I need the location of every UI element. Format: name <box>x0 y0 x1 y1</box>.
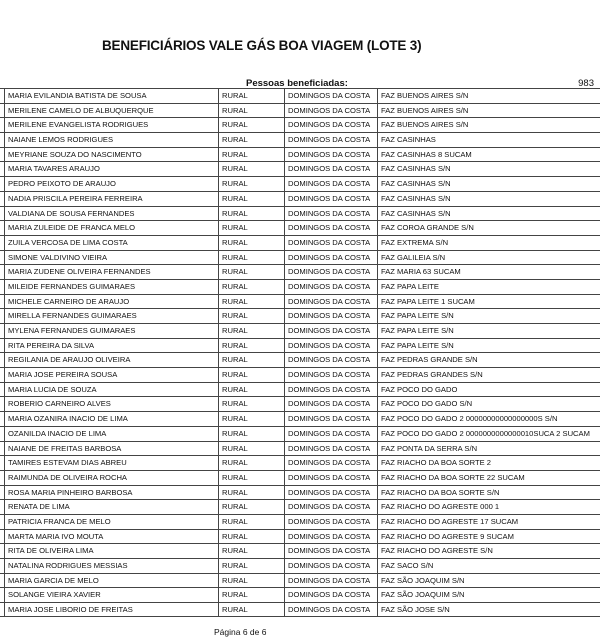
zone-cell: RURAL <box>218 192 284 206</box>
table-row <box>0 411 600 426</box>
zone-cell: RURAL <box>218 427 284 441</box>
zone-cell: RURAL <box>218 162 284 176</box>
address-cell: FAZ SACO S/N <box>377 559 600 573</box>
beneficiary-name: MARIA ZUDENE OLIVEIRA FERNANDES <box>4 265 218 279</box>
table-row <box>0 602 600 617</box>
address-cell: FAZ SÃO JOAQUIM S/N <box>377 574 600 588</box>
table-row <box>0 264 600 279</box>
locality-cell: DOMINGOS DA COSTA <box>284 515 377 529</box>
beneficiary-name: MARIA EVILANDIA BATISTA DE SOUSA <box>4 89 218 103</box>
beneficiary-name: MARIA LUCIA DE SOUZA <box>4 383 218 397</box>
table-row <box>0 367 600 382</box>
address-cell: FAZ COROA GRANDE S/N <box>377 221 600 235</box>
address-cell: FAZ SÃO JOSE S/N <box>377 603 600 616</box>
zone-cell: RURAL <box>218 442 284 456</box>
zone-cell: RURAL <box>218 456 284 470</box>
beneficiary-name: NADIA PRISCILA PEREIRA FERREIRA <box>4 192 218 206</box>
beneficiary-name: SOLANGE VIEIRA XAVIER <box>4 588 218 602</box>
zone-cell: RURAL <box>218 177 284 191</box>
beneficiary-name: MEYRIANE SOUZA DO NASCIMENTO <box>4 148 218 162</box>
beneficiary-name: OZANILDA INACIO DE LIMA <box>4 427 218 441</box>
table-row <box>0 352 600 367</box>
locality-cell: DOMINGOS DA COSTA <box>284 280 377 294</box>
address-cell: FAZ PAPA LEITE S/N <box>377 309 600 323</box>
address-cell: FAZ PAPA LEITE S/N <box>377 339 600 353</box>
zone-cell: RURAL <box>218 471 284 485</box>
locality-cell: DOMINGOS DA COSTA <box>284 588 377 602</box>
beneficiary-name: NATALINA RODRIGUES MESSIAS <box>4 559 218 573</box>
table-row <box>0 176 600 191</box>
locality-cell: DOMINGOS DA COSTA <box>284 162 377 176</box>
beneficiary-name: MARIA OZANIRA INACIO DE LIMA <box>4 412 218 426</box>
table-row <box>0 573 600 588</box>
zone-cell: RURAL <box>218 104 284 118</box>
address-cell: FAZ RIACHO DO AGRESTE 000 1 <box>377 500 600 514</box>
table-row <box>0 455 600 470</box>
zone-cell: RURAL <box>218 207 284 221</box>
locality-cell: DOMINGOS DA COSTA <box>284 295 377 309</box>
zone-cell: RURAL <box>218 397 284 411</box>
zone-cell: RURAL <box>218 280 284 294</box>
address-cell: FAZ POCO DO GADO 2 0000000000000010SUCA 2 SUCAM <box>377 427 600 441</box>
locality-cell: DOMINGOS DA COSTA <box>284 456 377 470</box>
address-cell: FAZ BUENOS AIRES S/N <box>377 104 600 118</box>
beneficiary-name: RAIMUNDA DE OLIVEIRA ROCHA <box>4 471 218 485</box>
beneficiaries-count: 983 <box>578 78 594 89</box>
locality-cell: DOMINGOS DA COSTA <box>284 368 377 382</box>
address-cell: FAZ MARIA 63 SUCAM <box>377 265 600 279</box>
zone-cell: RURAL <box>218 265 284 279</box>
locality-cell: DOMINGOS DA COSTA <box>284 574 377 588</box>
beneficiary-name: MARTA MARIA IVO MOUTA <box>4 530 218 544</box>
beneficiary-name: MARIA ZULEIDE DE FRANCA MELO <box>4 221 218 235</box>
zone-cell: RURAL <box>218 574 284 588</box>
zone-cell: RURAL <box>218 544 284 558</box>
beneficiary-name: MIRELLA FERNANDES GUIMARAES <box>4 309 218 323</box>
locality-cell: DOMINGOS DA COSTA <box>284 383 377 397</box>
table-row <box>0 191 600 206</box>
beneficiary-name: NAIANE DE FREITAS BARBOSA <box>4 442 218 456</box>
address-cell: FAZ CASINHAS S/N <box>377 162 600 176</box>
beneficiary-name: RITA PEREIRA DA SILVA <box>4 339 218 353</box>
beneficiary-name: RITA DE OLIVEIRA LIMA <box>4 544 218 558</box>
locality-cell: DOMINGOS DA COSTA <box>284 353 377 367</box>
table-row <box>0 117 600 132</box>
zone-cell: RURAL <box>218 89 284 103</box>
beneficiary-name: TAMIRES ESTEVAM DIAS ABREU <box>4 456 218 470</box>
beneficiary-name: REGILANIA DE ARAUJO OLIVEIRA <box>4 353 218 367</box>
locality-cell: DOMINGOS DA COSTA <box>284 486 377 500</box>
beneficiary-name: MICHELE CARNEIRO DE ARAUJO <box>4 295 218 309</box>
beneficiary-name: MARIA TAVARES ARAUJO <box>4 162 218 176</box>
zone-cell: RURAL <box>218 530 284 544</box>
beneficiary-name: RENATA DE LIMA <box>4 500 218 514</box>
page-number: Página 6 de 6 <box>214 627 267 637</box>
address-cell: FAZ SÃO JOAQUIM S/N <box>377 588 600 602</box>
address-cell: FAZ GALILEIA S/N <box>377 251 600 265</box>
zone-cell: RURAL <box>218 500 284 514</box>
zone-cell: RURAL <box>218 118 284 132</box>
zone-cell: RURAL <box>218 148 284 162</box>
beneficiary-name: MYLENA FERNANDES GUIMARAES <box>4 324 218 338</box>
table-row <box>0 382 600 397</box>
locality-cell: DOMINGOS DA COSTA <box>284 559 377 573</box>
locality-cell: DOMINGOS DA COSTA <box>284 265 377 279</box>
address-cell: FAZ RIACHO DA BOA SORTE 2 <box>377 456 600 470</box>
address-cell: FAZ RIACHO DO AGRESTE S/N <box>377 544 600 558</box>
zone-cell: RURAL <box>218 383 284 397</box>
locality-cell: DOMINGOS DA COSTA <box>284 148 377 162</box>
address-cell: FAZ CASINHAS <box>377 133 600 147</box>
zone-cell: RURAL <box>218 486 284 500</box>
beneficiary-name: ROSA MARIA PINHEIRO BARBOSA <box>4 486 218 500</box>
table-row <box>0 587 600 602</box>
locality-cell: DOMINGOS DA COSTA <box>284 544 377 558</box>
address-cell: FAZ RIACHO DA BOA SORTE S/N <box>377 486 600 500</box>
zone-cell: RURAL <box>218 603 284 616</box>
address-cell: FAZ PONTA DA SERRA S/N <box>377 442 600 456</box>
locality-cell: DOMINGOS DA COSTA <box>284 530 377 544</box>
table-row <box>0 485 600 500</box>
locality-cell: DOMINGOS DA COSTA <box>284 133 377 147</box>
zone-cell: RURAL <box>218 251 284 265</box>
zone-cell: RURAL <box>218 133 284 147</box>
locality-cell: DOMINGOS DA COSTA <box>284 442 377 456</box>
beneficiary-name: MARIA JOSE LIBORIO DE FREITAS <box>4 603 218 616</box>
table-row <box>0 499 600 514</box>
locality-cell: DOMINGOS DA COSTA <box>284 471 377 485</box>
table-row <box>0 323 600 338</box>
locality-cell: DOMINGOS DA COSTA <box>284 500 377 514</box>
zone-cell: RURAL <box>218 324 284 338</box>
locality-cell: DOMINGOS DA COSTA <box>284 603 377 616</box>
locality-cell: DOMINGOS DA COSTA <box>284 177 377 191</box>
table-row <box>0 132 600 147</box>
table-row <box>0 103 600 118</box>
beneficiaries-label: Pessoas beneficiadas: <box>246 78 348 89</box>
address-cell: FAZ BUENOS AIRES S/N <box>377 118 600 132</box>
address-cell: FAZ CASINHAS S/N <box>377 207 600 221</box>
address-cell: FAZ PEDRAS GRANDES S/N <box>377 368 600 382</box>
beneficiary-name: MARIA JOSE PEREIRA SOUSA <box>4 368 218 382</box>
locality-cell: DOMINGOS DA COSTA <box>284 251 377 265</box>
table-row <box>0 514 600 529</box>
zone-cell: RURAL <box>218 221 284 235</box>
address-cell: FAZ RIACHO DA BOA SORTE 22 SUCAM <box>377 471 600 485</box>
table-row <box>0 338 600 353</box>
table-row <box>0 147 600 162</box>
address-cell: FAZ PEDRAS GRANDE S/N <box>377 353 600 367</box>
table-row <box>0 426 600 441</box>
table-row <box>0 294 600 309</box>
address-cell: FAZ CASINHAS S/N <box>377 192 600 206</box>
table-row <box>0 88 600 103</box>
locality-cell: DOMINGOS DA COSTA <box>284 207 377 221</box>
table-row <box>0 441 600 456</box>
beneficiary-name: SIMONE VALDIVINO VIEIRA <box>4 251 218 265</box>
address-cell: FAZ POCO DO GADO S/N <box>377 397 600 411</box>
page-title: BENEFICIÁRIOS VALE GÁS BOA VIAGEM (LOTE 3) <box>102 38 422 53</box>
beneficiaries-table <box>0 88 600 617</box>
address-cell: FAZ RIACHO DO AGRESTE 9 SUCAM <box>377 530 600 544</box>
table-row <box>0 396 600 411</box>
zone-cell: RURAL <box>218 309 284 323</box>
table-row <box>0 235 600 250</box>
address-cell: FAZ PAPA LEITE S/N <box>377 324 600 338</box>
address-cell: FAZ CASINHAS S/N <box>377 177 600 191</box>
locality-cell: DOMINGOS DA COSTA <box>284 236 377 250</box>
address-cell: FAZ POCO DO GADO <box>377 383 600 397</box>
address-cell: FAZ BUENOS AIRES S/N <box>377 89 600 103</box>
locality-cell: DOMINGOS DA COSTA <box>284 309 377 323</box>
locality-cell: DOMINGOS DA COSTA <box>284 324 377 338</box>
beneficiary-name: VALDIANA DE SOUSA FERNANDES <box>4 207 218 221</box>
table-row <box>0 470 600 485</box>
locality-cell: DOMINGOS DA COSTA <box>284 118 377 132</box>
table-row <box>0 220 600 235</box>
zone-cell: RURAL <box>218 559 284 573</box>
locality-cell: DOMINGOS DA COSTA <box>284 221 377 235</box>
zone-cell: RURAL <box>218 588 284 602</box>
beneficiary-name: MERILENE CAMELO DE ALBUQUERQUE <box>4 104 218 118</box>
address-cell: FAZ PAPA LEITE 1 SUCAM <box>377 295 600 309</box>
beneficiary-name: MILEIDE FERNANDES GUIMARAES <box>4 280 218 294</box>
locality-cell: DOMINGOS DA COSTA <box>284 89 377 103</box>
zone-cell: RURAL <box>218 368 284 382</box>
zone-cell: RURAL <box>218 295 284 309</box>
table-row <box>0 250 600 265</box>
beneficiary-name: MERILENE EVANGELISTA RODRIGUES <box>4 118 218 132</box>
locality-cell: DOMINGOS DA COSTA <box>284 339 377 353</box>
locality-cell: DOMINGOS DA COSTA <box>284 104 377 118</box>
beneficiary-name: ZUILA VERCOSA DE LIMA COSTA <box>4 236 218 250</box>
table-row <box>0 206 600 221</box>
address-cell: FAZ CASINHAS 8 SUCAM <box>377 148 600 162</box>
address-cell: FAZ PAPA LEITE <box>377 280 600 294</box>
table-row <box>0 558 600 573</box>
beneficiary-name: NAIANE LEMOS RODRIGUES <box>4 133 218 147</box>
beneficiary-name: MARIA GARCIA DE MELO <box>4 574 218 588</box>
zone-cell: RURAL <box>218 353 284 367</box>
beneficiary-name: ROBERIO CARNEIRO ALVES <box>4 397 218 411</box>
table-row <box>0 529 600 544</box>
table-row <box>0 308 600 323</box>
table-row <box>0 161 600 176</box>
zone-cell: RURAL <box>218 339 284 353</box>
locality-cell: DOMINGOS DA COSTA <box>284 397 377 411</box>
locality-cell: DOMINGOS DA COSTA <box>284 427 377 441</box>
beneficiary-name: PATRICIA FRANCA DE MELO <box>4 515 218 529</box>
address-cell: FAZ RIACHO DO AGRESTE 17 SUCAM <box>377 515 600 529</box>
table-row <box>0 543 600 558</box>
zone-cell: RURAL <box>218 236 284 250</box>
zone-cell: RURAL <box>218 515 284 529</box>
table-row <box>0 279 600 294</box>
locality-cell: DOMINGOS DA COSTA <box>284 192 377 206</box>
beneficiary-name: PEDRO PEIXOTO DE ARAUJO <box>4 177 218 191</box>
address-cell: FAZ POCO DO GADO 2 00000000000000000S S/N <box>377 412 600 426</box>
address-cell: FAZ EXTREMA S/N <box>377 236 600 250</box>
locality-cell: DOMINGOS DA COSTA <box>284 412 377 426</box>
zone-cell: RURAL <box>218 412 284 426</box>
